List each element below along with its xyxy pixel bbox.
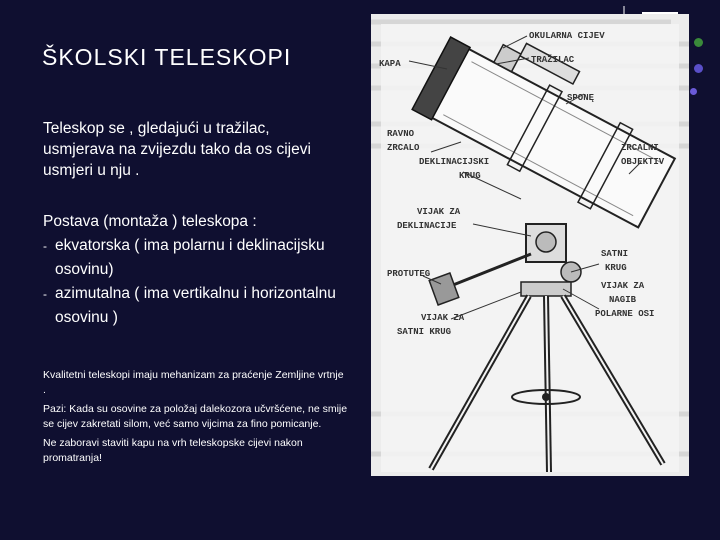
label-vijak-za-satni-2: SATNI KRUG [397, 327, 452, 337]
notes-section [43, 368, 348, 470]
decorative-dots [690, 34, 710, 104]
note-axes-warning: Pazi: Kada su osovine za položaj dalekozora učvršćene, ne smije se cijev zakretati silom, već samo vijcima za fino pomicanje. [43, 403, 348, 430]
slide-title: ŠKOLSKI TELESKOPI [42, 44, 292, 70]
label-deklinacijski: DEKLINACIJSKI [419, 157, 490, 167]
label-satni: SATNI [601, 249, 629, 259]
label-polarne-osi: POLARNE OSI [595, 309, 655, 319]
label-krug: KRUG [459, 171, 481, 181]
label-vijak-za-deklinacije-1: VIJAK ZA [417, 207, 461, 217]
label-protuteg: PROTUTEG [387, 269, 431, 279]
label-satni-krug: KRUG [605, 263, 627, 273]
intro-text: Teleskop se , gledajući u tražilac, usmjerava na zvijezdu tako da os cijevi usmjeri u nju . [43, 120, 311, 179]
label-zrcalni: ZRCALNI [621, 143, 659, 153]
purple-dot [690, 88, 697, 95]
label-trazilac: TRAŽILAC [531, 55, 575, 65]
label-vijak-za-nagib-2: NAGIB [609, 295, 637, 305]
note-cap-reminder: Ne zaboravi staviti kapu na vrh teleskopske cijevi nakon promatranja! [43, 437, 303, 464]
label-vijak-za-nagib-1: VIJAK ZA [601, 281, 645, 291]
mount-bullet: - [43, 287, 47, 301]
label-ravno: RAVNO [387, 129, 415, 139]
label-spone: SPONĘ [567, 93, 595, 103]
mount-heading: Postava (montaža ) teleskopa : [43, 213, 257, 230]
telescope-illustration [371, 14, 689, 476]
telescope-diagram [371, 14, 689, 476]
green-dot [694, 38, 703, 47]
mount-item-equatorial [43, 234, 348, 282]
blue-dot [694, 64, 703, 73]
label-kapa: KAPA [379, 59, 401, 69]
mount-text: ekvatorska ( ima polarnu i deklinacijsku osovinu) [55, 237, 325, 278]
label-zrcalo: ZRCALO [387, 143, 420, 153]
label-vijak-za-satni-1: VIJAK ZA [421, 313, 465, 323]
label-vijak-za-deklinacije-2: DEKLINACIJE [397, 221, 457, 231]
mount-text: azimutalna ( ima vertikalnu i horizontalnu osovinu ) [55, 285, 336, 326]
mount-item-azimuthal [43, 282, 348, 330]
mount-bullet: - [43, 239, 47, 253]
label-objektiv: OBJEKTIV [621, 157, 665, 167]
note-tracking: Kvalitetni teleskopi imaju mehanizam za praćenje Zemljine vrtnje . [43, 369, 344, 396]
label-okularna-cijev: OKULARNA CIJEV [529, 31, 605, 41]
mount-section [43, 210, 348, 330]
